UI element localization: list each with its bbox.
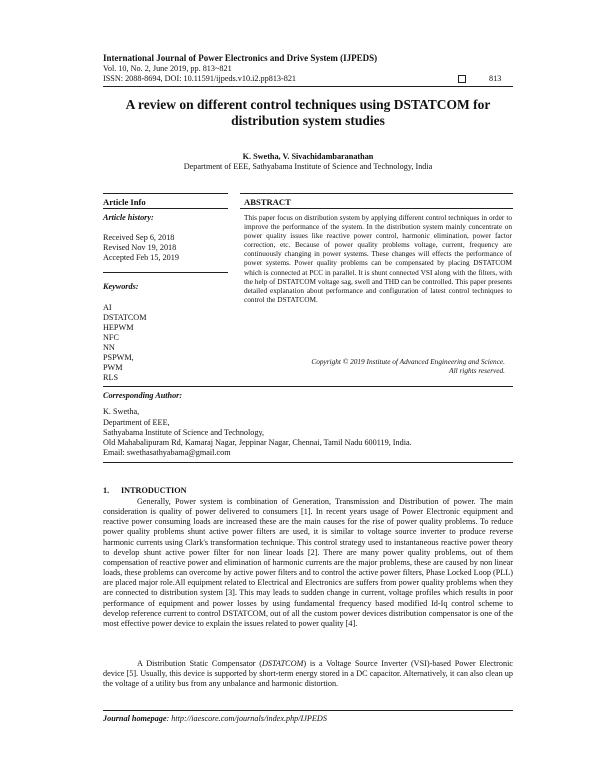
title-line-2: distribution system studies [231,113,385,128]
homepage-url[interactable]: : http://iaescore.com/journals/index.php/IJPEDS [166,714,327,723]
keyword-item: RLS [103,373,119,382]
footer-divider [103,710,513,711]
header-divider [103,86,513,87]
keywords-rule [103,272,228,273]
abstract-text: This paper focus on distribution system by applying different control techniques in order to improve the performance of the system. In the distribution system mainly concentrate on power quality issues like reactive power control, harmonic elimination, power factor correction, etc. Because of power quality problems voltage, current, frequency are continuously changing in power systems. These changes will effects the performance of power systems. Power quality problems can be compensated by placing DSTATCOM which is connected at PCC in parallel. It is shunt connected VSI along with the filters, with the help of DSTATCOM voltage sag, swell and THD can be controlled. This paper presents detailed explanation about performance and configuration of latest control techniques to control the DSTATCOM. [244,213,512,304]
keyword-item: NN [103,343,115,352]
section-title: INTRODUCTION [121,486,187,495]
corresponding-department: Department of EEE, [103,418,170,427]
title-line-1: A review on different control techniques using DSTATCOM for [125,97,491,112]
authors: K. Swetha, V. Sivachidambaranathan [242,152,374,161]
abstract-top-rule [240,193,513,194]
info-top-rule [103,193,228,194]
corresponding-heading: Corresponding Author: [103,391,183,400]
section-number: 1. [103,486,110,495]
keyword-item: HEPWM [103,323,134,332]
corresponding-institute: Sathyabama Institute of Science and Technology, [103,428,265,437]
introduction-paragraph-1 [103,497,513,629]
keyword-item: AI [103,303,112,312]
paragraph-text-suffix: ) is a Voltage Source Inverter (VSI)-based Power Electronic device [5]. Usually, this device is supported by short-term energy stored in a DC capacitor. Alternatively, it can also clean up the voltage of a utility bus from any unbalance and harmonic distortion. [103,659,513,689]
info-head-rule [103,208,228,209]
corresponding-email: Email: swethasathyabama@gmail.com [103,448,231,457]
issn-line [103,74,513,84]
keyword-item: DSTATCOM [103,313,147,322]
received-date: Received Sep 6, 2018 [103,233,175,242]
paragraph-text-prefix: A Distribution Static Compensator ( [137,659,262,668]
revised-date: Revised Nov 19, 2018 [103,243,177,252]
abstract-head-rule [240,208,513,209]
article-history-heading: Article history: [103,213,154,222]
keyword-item: PSPWM, [103,353,134,362]
introduction-paragraph-2 [103,659,513,689]
affiliation: Department of EEE, Sathyabama Institute of Science and Technology, India [183,162,433,171]
volume-line: Vol. 10, No. 2, June 2019, pp. 813~821 [103,64,232,73]
copyright-line-1: Copyright © 2019 Institute of Advanced Engineering and Science. [311,357,505,366]
keyword-item: NFC [103,333,119,342]
copyright [244,357,505,375]
section-heading-introduction [103,486,187,495]
corresponding-bottom-rule [103,462,513,463]
page-number: 813 [489,74,502,83]
info-bottom-rule [103,386,513,387]
journal-homepage [103,714,327,723]
article-info-heading: Article Info [103,197,146,207]
paper-title [103,97,513,129]
paragraph-text: Generally, Power system is combination of Generation, Transmission and Distribution of power. The main consideration is quality of power delivered to consumers [1]. In recent years usage of Power Electronic equipment and reactive power consuming loads are increased these are the main causes for the rise of power quality problems. To reduce power quality problems shunt active power filters are used, it is similar to voltage source inverter to produce reverse harmonic currents using Clark's transformation technique. This control strategy used to instantaneous reactive power theory to develop shunt active power filter for non linear loads [2]. There are many power quality problems, out of them compensation of reactive power and elimination of harmonic currents are the major problems, these are caused by non linear loads, these problems can overcome by active power filters and to control the active power filters, Phase Locked Loop (PLL) are placed major role.All equipment related to Electrical and Electronics are suffers from power quality problems when they are connected to distribution system [3]. This may leads to sudden change in current, voltage profiles which results in poor performance of equipment and power losses by using fundamental frequency based modified Id-Iq control scheme to develop reference current to control DSTATCOM, out of all the custom power devices distribution compensator is one of the most effective power device to explain the issues related to power quality [4]. [103,497,513,628]
abstract-heading: ABSTRACT [244,197,291,207]
corresponding-address: Old Mahabalipuram Rd, Kamaraj Nagar, Jeppinar Nagar, Chennai, Tamil Nadu 600119, India. [103,438,412,447]
keywords-heading: Keywords: [103,282,139,291]
copyright-line-2: All rights reserved. [449,366,505,375]
accepted-date: Accepted Feb 15, 2019 [103,253,179,262]
issn-doi: ISSN: 2088-8694, DOI: 10.11591/ijpeds.v10.i2.pp813-821 [103,74,297,83]
keyword-item: PWM [103,363,123,372]
square-icon [458,75,466,83]
journal-name: International Journal of Power Electronics and Drive System (IJPEDS) [103,53,378,63]
dstatcom-italic: DSTATCOM [261,659,304,668]
homepage-label: Journal homepage [103,714,167,723]
corresponding-name: K. Swetha, [103,407,140,416]
